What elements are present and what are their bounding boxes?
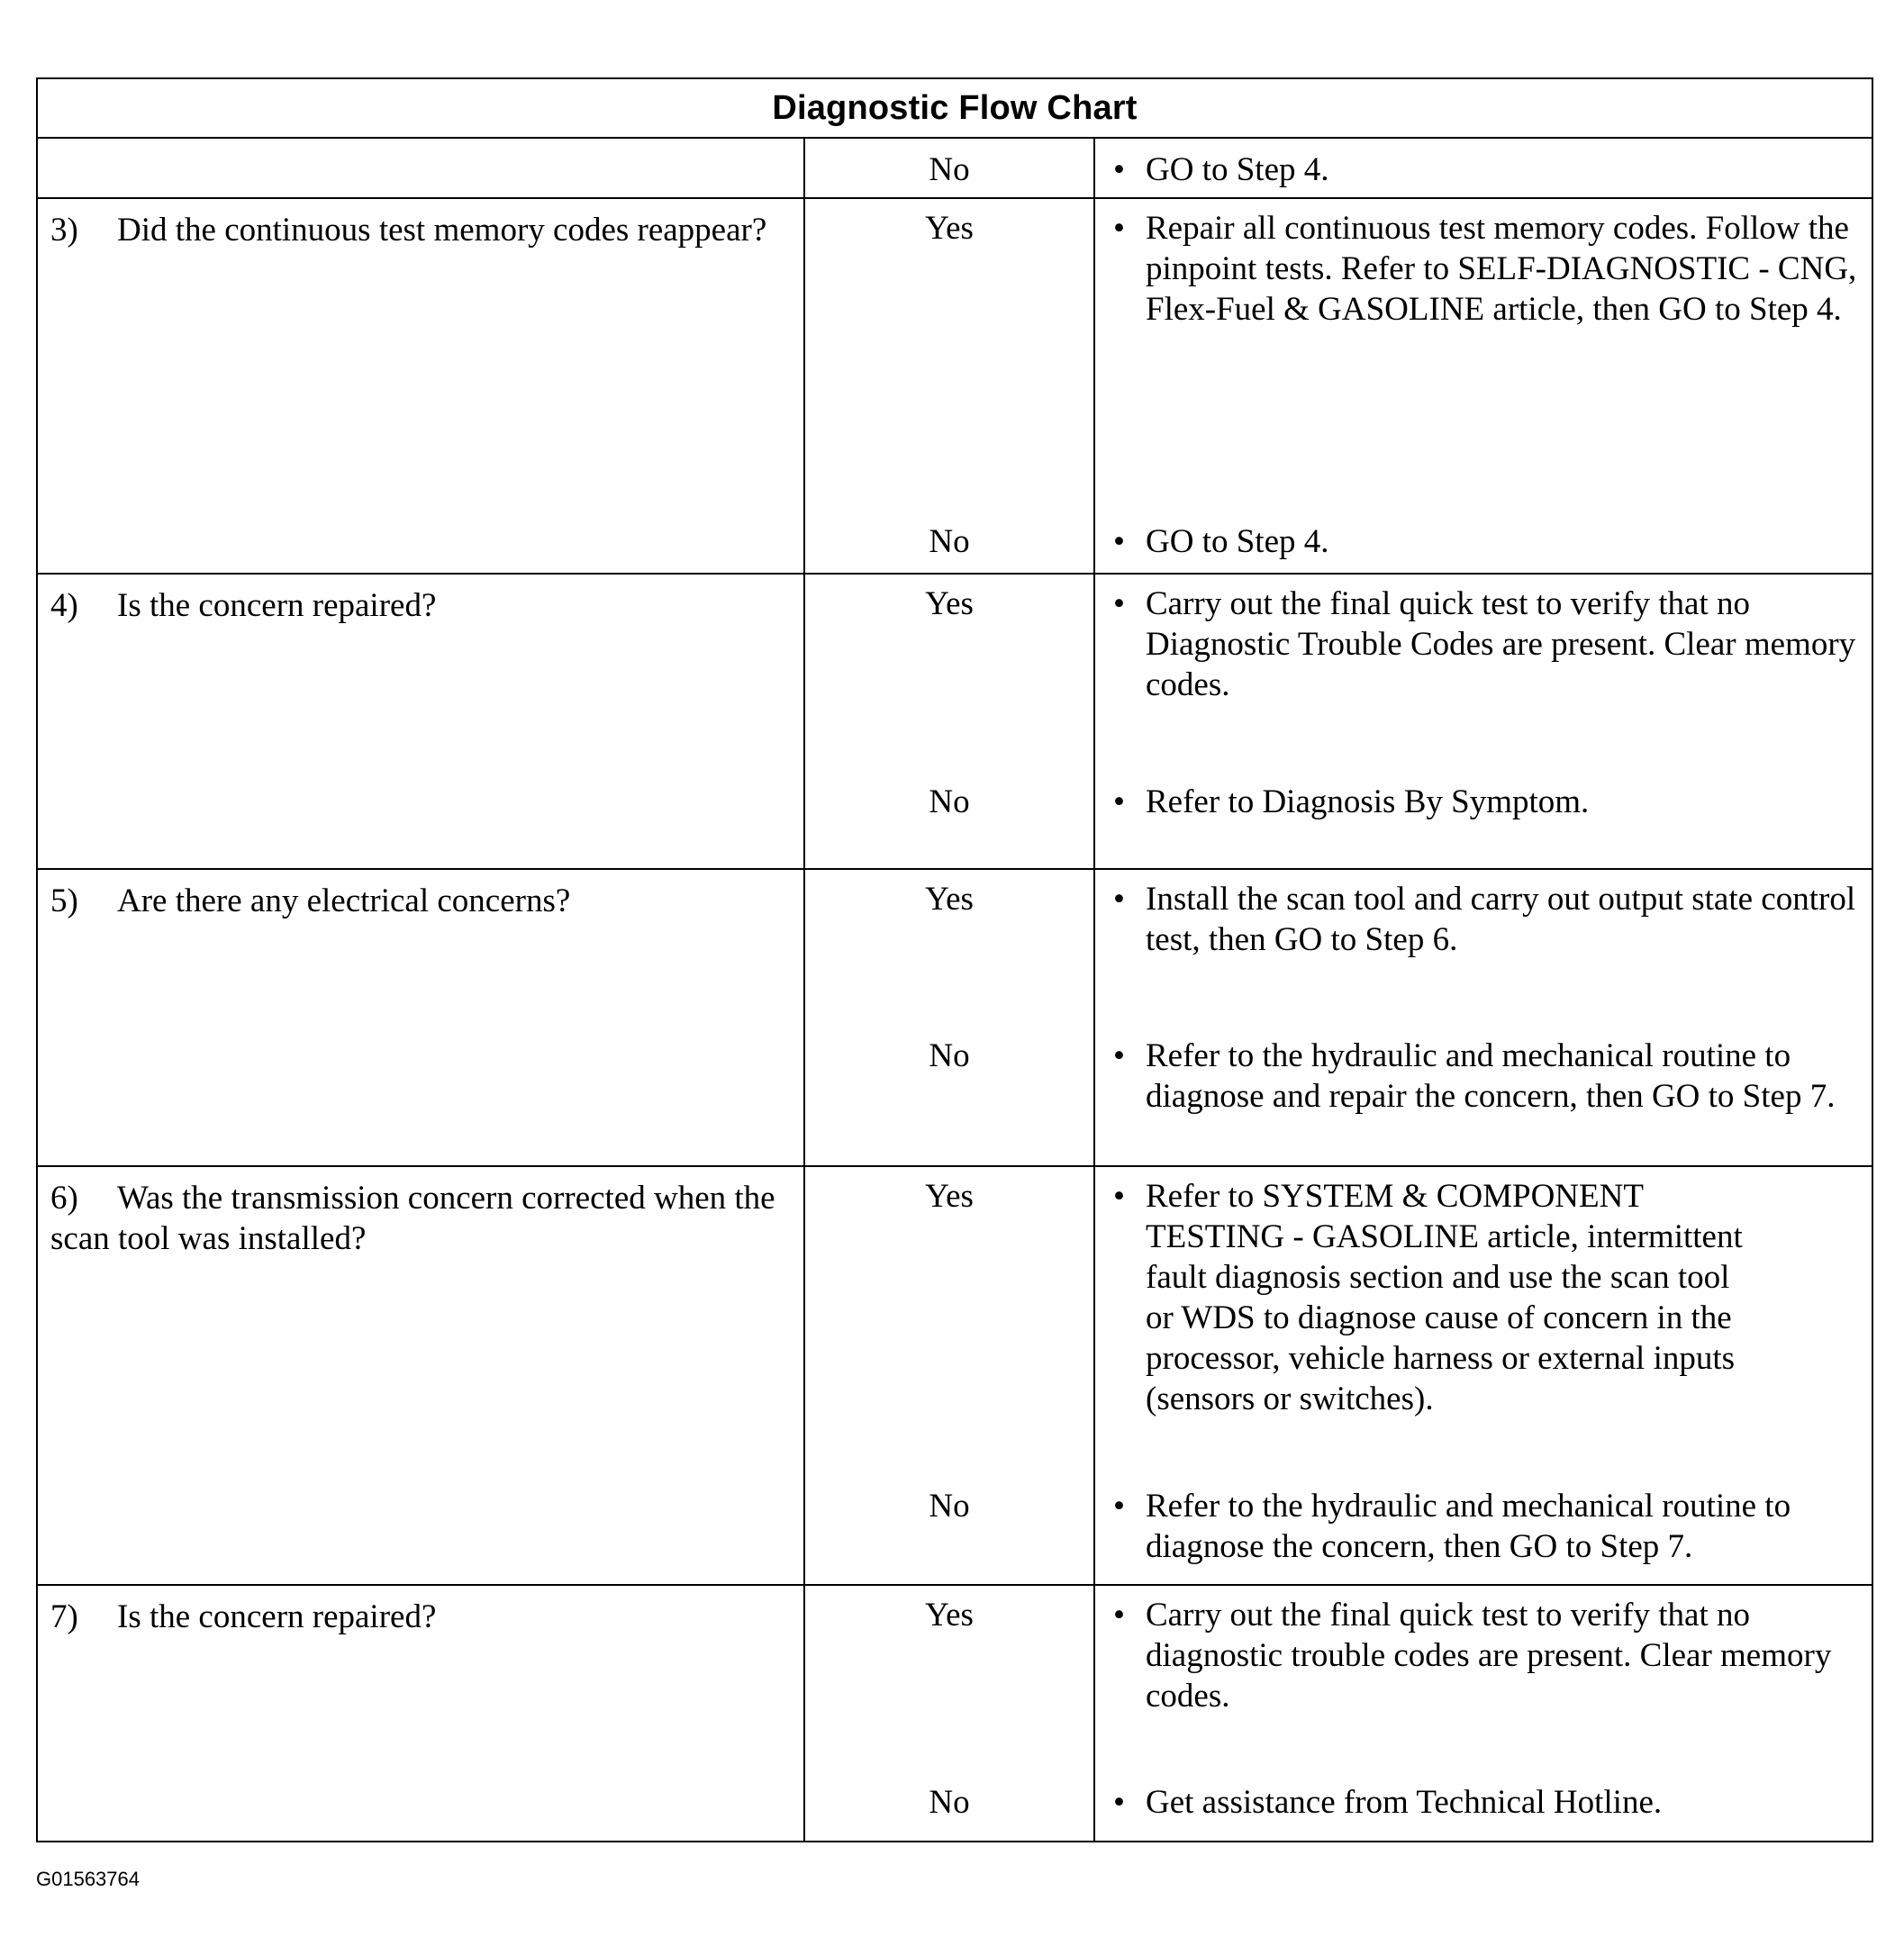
action-item: • Install the scan tool and carry out output state control test, then GO to Step 6. (1113, 881, 1856, 958)
answer-label: Yes (925, 1597, 974, 1634)
bullet-icon: • (1113, 151, 1125, 188)
answer-cell (804, 1585, 1094, 1842)
table-row (37, 198, 1872, 574)
bullet-icon: • (1113, 881, 1125, 918)
question-cell (37, 1585, 804, 1842)
step-question: Did the continuous test memory codes reappear? (117, 212, 767, 249)
action-item: • Repair all continuous test memory codes. Follow the pinpoint tests. Refer to SELF-DIAGNOSTIC - CNG, Flex-Fuel & GASOLINE article, then GO to Step 4. (1113, 210, 1857, 328)
table-row (37, 138, 1872, 198)
table-title: Diagnostic Flow Chart (772, 88, 1138, 127)
action-cell (1094, 574, 1872, 869)
action-cell (1094, 869, 1872, 1166)
action-item: • Refer to SYSTEM & COMPONENT TESTING - GASOLINE article, intermittent fault diagnosis section and use the scan tool or WDS to diagnose cause of concern in the processor, vehicle harness or external inputs (sensors or switches). (1113, 1178, 1743, 1417)
action-item: • Refer to the hydraulic and mechanical routine to diagnose and repair the concern, then GO to Step 7. (1113, 1037, 1836, 1115)
answer-label: No (929, 151, 970, 188)
action-item: • Carry out the final quick test to verify that no diagnostic trouble codes are present. Clear memory codes. (1113, 1597, 1832, 1715)
bullet-icon: • (1113, 1488, 1125, 1525)
document-id: G01563764 (36, 1868, 140, 1890)
answer-label: No (929, 523, 970, 560)
title-row (37, 78, 1872, 138)
step-number: 6) (50, 1180, 78, 1217)
step-number: 7) (50, 1598, 78, 1635)
bullet-icon: • (1113, 210, 1125, 247)
question-cell (37, 869, 804, 1166)
action-cell (1094, 1585, 1872, 1842)
diagnostic-flow-table (36, 77, 1873, 1842)
action-item: • Get assistance from Technical Hotline. (1113, 1784, 1663, 1821)
question-cell (37, 1166, 804, 1585)
answer-cell (804, 138, 1094, 198)
step-question: Was the transmission concern corrected when the scan tool was installed? (50, 1180, 775, 1257)
answer-label: Yes (925, 881, 974, 918)
step-question: Is the concern repaired? (117, 1598, 437, 1635)
step-number: 3) (50, 212, 78, 249)
action-item: • GO to Step 4. (1113, 151, 1329, 188)
table-row (37, 869, 1872, 1166)
step-question: Are there any electrical concerns? (117, 882, 571, 919)
question-cell (37, 138, 804, 198)
answer-label: Yes (925, 1178, 974, 1215)
question-cell (37, 574, 804, 869)
bullet-icon: • (1113, 1178, 1125, 1215)
bullet-icon: • (1113, 783, 1125, 820)
bullet-icon: • (1113, 523, 1125, 560)
action-item: • Refer to the hydraulic and mechanical routine to diagnose the concern, then GO to Step 7. (1113, 1488, 1791, 1565)
answer-label: No (929, 783, 970, 820)
step-question: Is the concern repaired? (117, 587, 437, 624)
action-item: • GO to Step 4. (1113, 523, 1329, 560)
step-number: 4) (50, 587, 78, 624)
action-cell (1094, 198, 1872, 574)
answer-label: Yes (925, 585, 974, 622)
bullet-icon: • (1113, 585, 1125, 622)
action-item: • Refer to Diagnosis By Symptom. (1113, 783, 1590, 820)
answer-cell (804, 869, 1094, 1166)
answer-label: No (929, 1784, 970, 1821)
action-item: • Carry out the final quick test to verify that no Diagnostic Trouble Codes are present. Clear memory codes. (1113, 585, 1856, 703)
title-cell (37, 78, 1872, 138)
action-cell (1094, 1166, 1872, 1585)
bullet-icon: • (1113, 1037, 1125, 1074)
bullet-icon: • (1113, 1597, 1125, 1634)
bullet-icon: • (1113, 1784, 1125, 1821)
table-row (37, 1166, 1872, 1585)
answer-label: Yes (925, 210, 974, 247)
answer-cell (804, 1166, 1094, 1585)
table-row (37, 1585, 1872, 1842)
answer-label: No (929, 1037, 970, 1074)
step-number: 5) (50, 882, 78, 919)
action-cell (1094, 138, 1872, 198)
answer-cell (804, 198, 1094, 574)
answer-label: No (929, 1488, 970, 1525)
question-cell (37, 198, 804, 574)
answer-cell (804, 574, 1094, 869)
table-row (37, 574, 1872, 869)
